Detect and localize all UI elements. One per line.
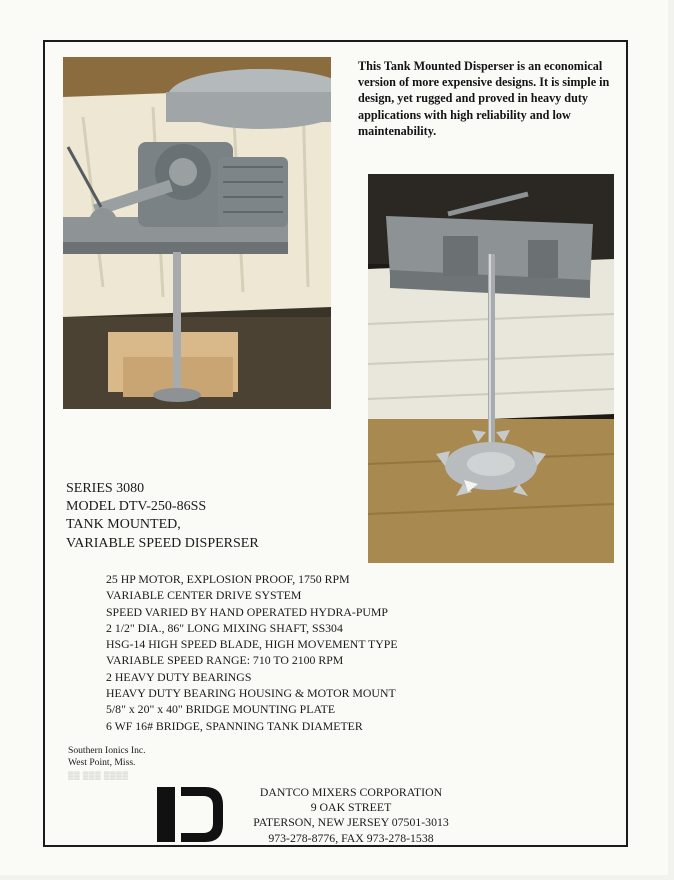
- type-line: TANK MOUNTED,: [66, 517, 181, 533]
- model-label: MODEL DTV-250-86SS: [66, 499, 207, 515]
- intro-paragraph: This Tank Mounted Disperser is an economical version of more expensive designs. It is simple in design, yet rugged and proved in heavy duty applications with high reliability and low maintenability.: [358, 59, 610, 138]
- company-address: [232, 785, 470, 846]
- spec-item: HSG-14 HIGH SPEED BLADE, HIGH MOVEMENT TYPE: [106, 637, 398, 652]
- spec-list: [106, 571, 526, 734]
- spec-item: 2 HEAVY DUTY BEARINGS: [106, 669, 252, 684]
- spec-item: 2 1/2" DIA., 86" LONG MIXING SHAFT, SS304: [106, 620, 343, 635]
- series-label: SERIES 3080: [66, 481, 145, 496]
- dealer-name: Southern Ionics Inc.: [68, 745, 146, 756]
- type-line-2: VARIABLE SPEED DISPERSER: [66, 535, 259, 551]
- bridge-blade-photo: [368, 174, 614, 563]
- spec-item: HEAVY DUTY BEARING HOUSING & MOTOR MOUNT: [106, 686, 396, 701]
- company-phone: 973-278-8776, FAX 973-278-1538: [268, 830, 434, 845]
- spec-item: 6 WF 16# BRIDGE, SPANNING TANK DIAMETER: [106, 718, 363, 733]
- company-city: PATERSON, NEW JERSEY 07501-3013: [253, 815, 449, 830]
- company-name: DANTCO MIXERS CORPORATION: [259, 785, 443, 799]
- faded-stamp: ▒▒ ▒▒▒ ▒▒▒▒: [68, 771, 129, 780]
- dantco-logo-icon: [157, 787, 223, 842]
- spec-item: 5/8" x 20" x 40" BRIDGE MOUNTING PLATE: [106, 702, 336, 717]
- disperser-motor-photo: [63, 57, 331, 409]
- model-title-block: [66, 480, 366, 553]
- company-street: 9 OAK STREET: [310, 800, 392, 815]
- dealer-block: [68, 745, 146, 782]
- spec-item: VARIABLE CENTER DRIVE SYSTEM: [106, 588, 302, 603]
- spec-item: SPEED VARIED BY HAND OPERATED HYDRA-PUMP: [106, 604, 388, 619]
- spec-item: VARIABLE SPEED RANGE: 710 TO 2100 RPM: [106, 653, 344, 668]
- dealer-city: West Point, Miss.: [68, 757, 136, 768]
- spec-item: 25 HP MOTOR, EXPLOSION PROOF, 1750 RPM: [106, 572, 350, 586]
